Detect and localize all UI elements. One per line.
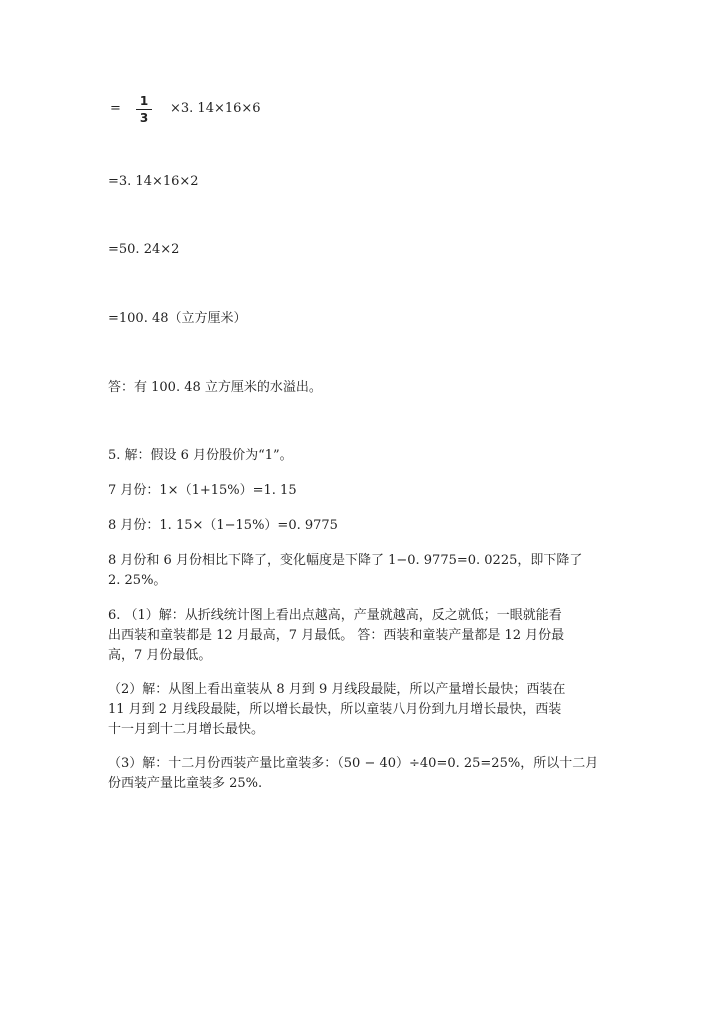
q6-part-2-line-3: 十一月到十二月增长最快。 <box>108 722 265 737</box>
fraction-one-third <box>136 94 152 125</box>
q6-part-1 <box>108 606 608 666</box>
fraction-bar <box>136 109 152 110</box>
q6-part-2 <box>108 680 608 740</box>
q6-part-1-line-1: 6. （1）解：从折线统计图上看出点越高，产量就越高，反之就低；一眼就能看 <box>108 608 562 623</box>
q5-heading: 5. 解：假设 6 月份股价为“1”。 <box>108 448 293 463</box>
q6-part-2-line-1: （2）解：从图上看出童装从 8 月到 9 月线段最陡，所以产量增长最快；西装在 <box>108 682 566 697</box>
q5-august: 8 月份：1. 15×（1−15%）=0. 9775 <box>108 518 338 533</box>
calc-line-3: =50. 24×2 <box>108 242 180 257</box>
equals-sign: = <box>110 101 121 116</box>
q6-part-2-line-2: 11 月到 2 月线段最陡，所以增长最快，所以童装八月份到九月增长最快，西装 <box>108 702 562 717</box>
answer-line: 答：有 100. 48 立方厘米的水溢出。 <box>108 380 322 395</box>
fraction-numerator: 1 <box>139 94 149 108</box>
calc-line-4: =100. 48（立方厘米） <box>108 311 247 326</box>
q5-july: 7 月份：1×（1+15%）=1. 15 <box>108 483 297 498</box>
q6-part-3 <box>108 754 608 794</box>
calc-line-2: =3. 14×16×2 <box>108 174 199 189</box>
q6-part-1-line-3: 高，7 月份最低。 <box>108 648 212 663</box>
q6-part-3-line-2: 份西装产量比童装多 25%. <box>108 776 263 791</box>
q5-conclusion <box>108 551 608 591</box>
q6-part-3-line-1: （3）解：十二月份西装产量比童装多：（50 − 40）÷40=0. 25=25%，所以十二月 <box>108 756 599 771</box>
q5-conclusion-line-1: 8 月份和 6 月份相比下降了，变化幅度是下降了 1−0. 9775=0. 0225，即下降了 <box>108 553 583 568</box>
calc-line-1: ×3. 14×16×6 <box>170 101 261 116</box>
q6-part-1-line-2: 出西装和童装都是 12 月最高，7 月最低。 答：西装和童装产量都是 12 月份最 <box>108 628 565 643</box>
q5-conclusion-line-2: 2. 25%。 <box>108 573 167 588</box>
fraction-denominator: 3 <box>139 111 149 125</box>
